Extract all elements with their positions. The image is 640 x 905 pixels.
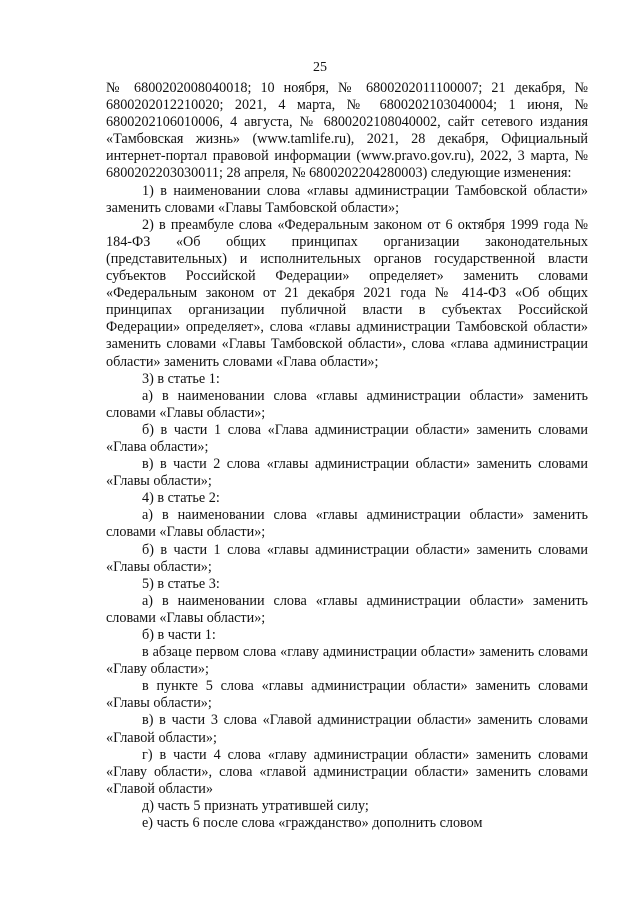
paragraph: 3) в статье 1: xyxy=(142,370,220,387)
paragraph: г) в части 4 слова «главу администрации области» заменить словами «Главу области», слова «главой администрации области» заменить словами «Главой области» xyxy=(106,746,588,797)
paragraph: в пункте 5 слова «главы администрации области» заменить словами «Главы области»; xyxy=(106,678,588,712)
paragraph: 2) в преамбуле слова «Федеральным законом от 6 октября 1999 года № 184-ФЗ «Об общих принципах организации законодательных (представительных) и исполнительных органов государственной власти субъектов Российской Федерации» определяет» заменить словами «Федеральным законом от 21 декабря 2021 года № 414-ФЗ «Об общих принципах организации публичной власти в субъектах Российской Федерации» определяет», слова «главы администрации Тамбовской области» заменить словами «Главы Тамбовской области», слова «глава администрации области» заменить словами «Глава области»; xyxy=(106,216,588,370)
paragraph: в абзаце первом слова «главу администрации области» заменить словами «Главу области»; xyxy=(106,644,588,678)
paragraph: № 6800202008040018; 10 ноября, № 6800202011100007; 21 декабря, № 6800202012210020; 2021, 4 марта, № 6800202103040004; 1 июня, № 6800202106010006, 4 августа, № 6800202108040002, сайт сетевого издания «Тамбовская жизнь» (www.tamlife.ru), 2021, 28 декабря, Официальный интернет-портал правовой информации (www.pravo.gov.ru), 2022, 3 марта, № 6800202203030011; 28 апреля, № 6800202204280003) следующие изменения: xyxy=(106,80,588,182)
paragraph: а) в наименовании слова «главы администрации области» заменить словами «Главы области»; xyxy=(106,507,588,541)
paragraph: 4) в статье 2: xyxy=(142,490,220,507)
paragraph: в) в части 3 слова «Главой администрации области» заменить словами «Главой области»; xyxy=(106,712,588,746)
paragraph: б) в части 1 слова «главы администрации области» заменить словами «Главы области»; xyxy=(106,541,588,575)
paragraph: 5) в статье 3: xyxy=(142,575,220,592)
page-number: 25 xyxy=(313,60,327,75)
paragraph: а) в наименовании слова «главы администрации области» заменить словами «Главы области»; xyxy=(106,387,588,421)
paragraph: 1) в наименовании слова «главы администрации Тамбовской области» заменить словами «Главы Тамбовской области»; xyxy=(106,182,588,216)
paragraph: а) в наименовании слова «главы администрации области» заменить словами «Главы области»; xyxy=(106,592,588,626)
paragraph: б) в части 1: xyxy=(142,627,216,643)
document-body xyxy=(106,80,588,832)
paragraph: б) в части 1 слова «Глава администрации области» заменить словами «Глава области»; xyxy=(106,421,588,455)
paragraph: е) часть 6 после слова «гражданство» дополнить словом xyxy=(142,815,483,832)
paragraph: в) в части 2 слова «главы администрации области» заменить словами «Главы области»; xyxy=(106,456,588,490)
paragraph: д) часть 5 признать утратившей силу; xyxy=(142,797,369,814)
